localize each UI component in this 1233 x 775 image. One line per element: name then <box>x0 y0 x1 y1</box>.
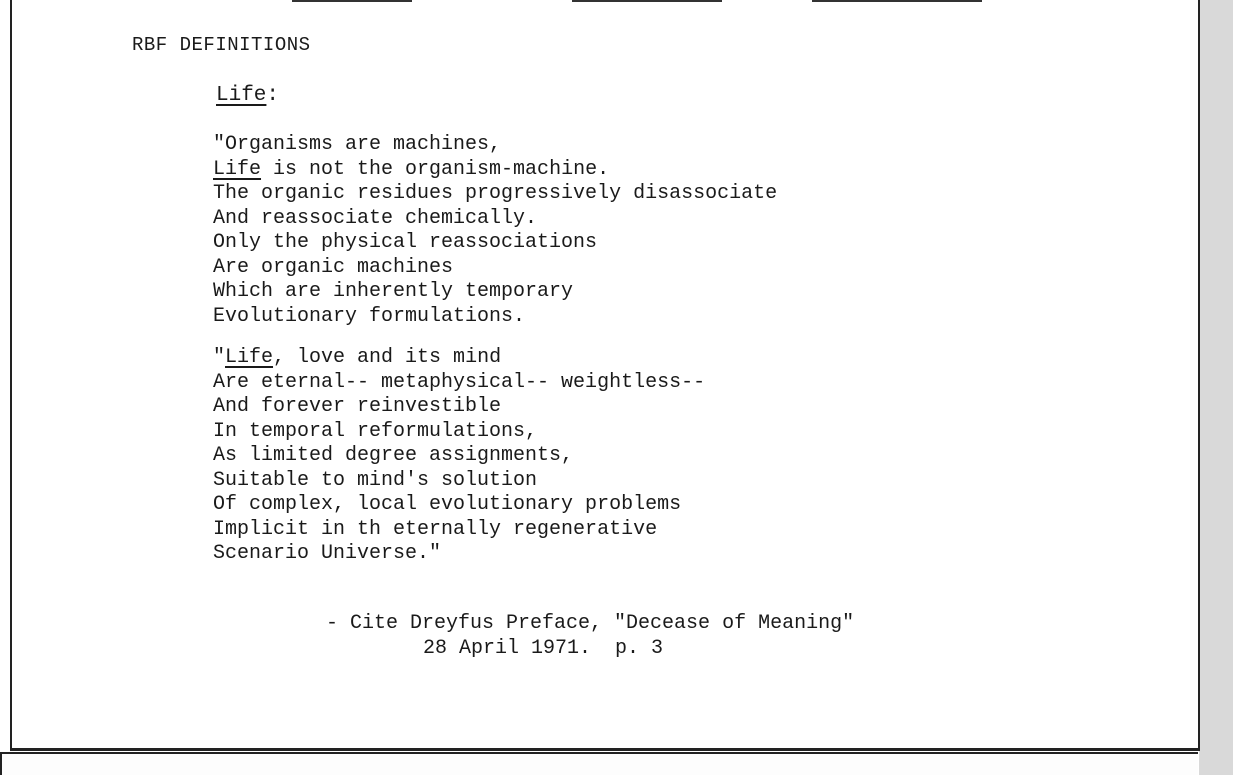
stanza-line: Scenario Universe." <box>213 542 442 565</box>
quote-stanza-2 <box>213 346 705 567</box>
stanza-line: Are organic machines <box>213 255 454 279</box>
citation-date: 28 April 1971. p. 3 <box>423 637 664 660</box>
quote-stanza-1 <box>213 133 777 329</box>
citation-source: - Cite Dreyfus Preface, "Decease of Meaning" <box>326 612 855 635</box>
underlined-term: Life <box>213 157 262 181</box>
stanza-line: In temporal reformulations, <box>213 419 538 443</box>
stanza-line: Only the physical reassociations <box>213 231 598 254</box>
card-top-edge-mark <box>572 0 722 2</box>
stanza-line: As limited degree assignments, <box>213 444 574 467</box>
card-top-edge-mark <box>292 0 412 2</box>
open-quote: " <box>213 346 226 369</box>
stanza-line: "Organisms are machines, <box>213 133 502 156</box>
stanza-line: The organic residues progressively disassociate <box>213 182 778 205</box>
definition-heading <box>216 84 279 107</box>
stanza-line <box>213 346 705 371</box>
document-title: RBF DEFINITIONS <box>132 34 311 56</box>
heading-colon: : <box>266 84 280 107</box>
stanza-line: Evolutionary formulations. <box>213 304 526 328</box>
next-index-card <box>0 752 1198 775</box>
stanza-line: Suitable to mind's solution <box>213 468 538 492</box>
card-top-edge-mark <box>812 0 982 2</box>
stanza-line-text: is not the organism-machine. <box>261 157 610 181</box>
stanza-line: Which are inherently temporary <box>213 280 574 303</box>
stanza-line: Are eternal-- metaphysical-- weightless-- <box>213 370 706 394</box>
stanza-line: Implicit in th eternally regenerative <box>213 517 658 541</box>
heading-term: Life <box>216 84 267 107</box>
stanza-line: And reassociate chemically. <box>213 206 538 230</box>
stanza-line <box>213 158 777 183</box>
stanza-line: Of complex, local evolutionary problems <box>213 493 682 516</box>
scanner-edge <box>1199 0 1233 775</box>
stanza-line: And forever reinvestible <box>213 395 502 418</box>
underlined-term: Life <box>225 346 274 369</box>
stanza-line-text: , love and its mind <box>273 346 502 369</box>
